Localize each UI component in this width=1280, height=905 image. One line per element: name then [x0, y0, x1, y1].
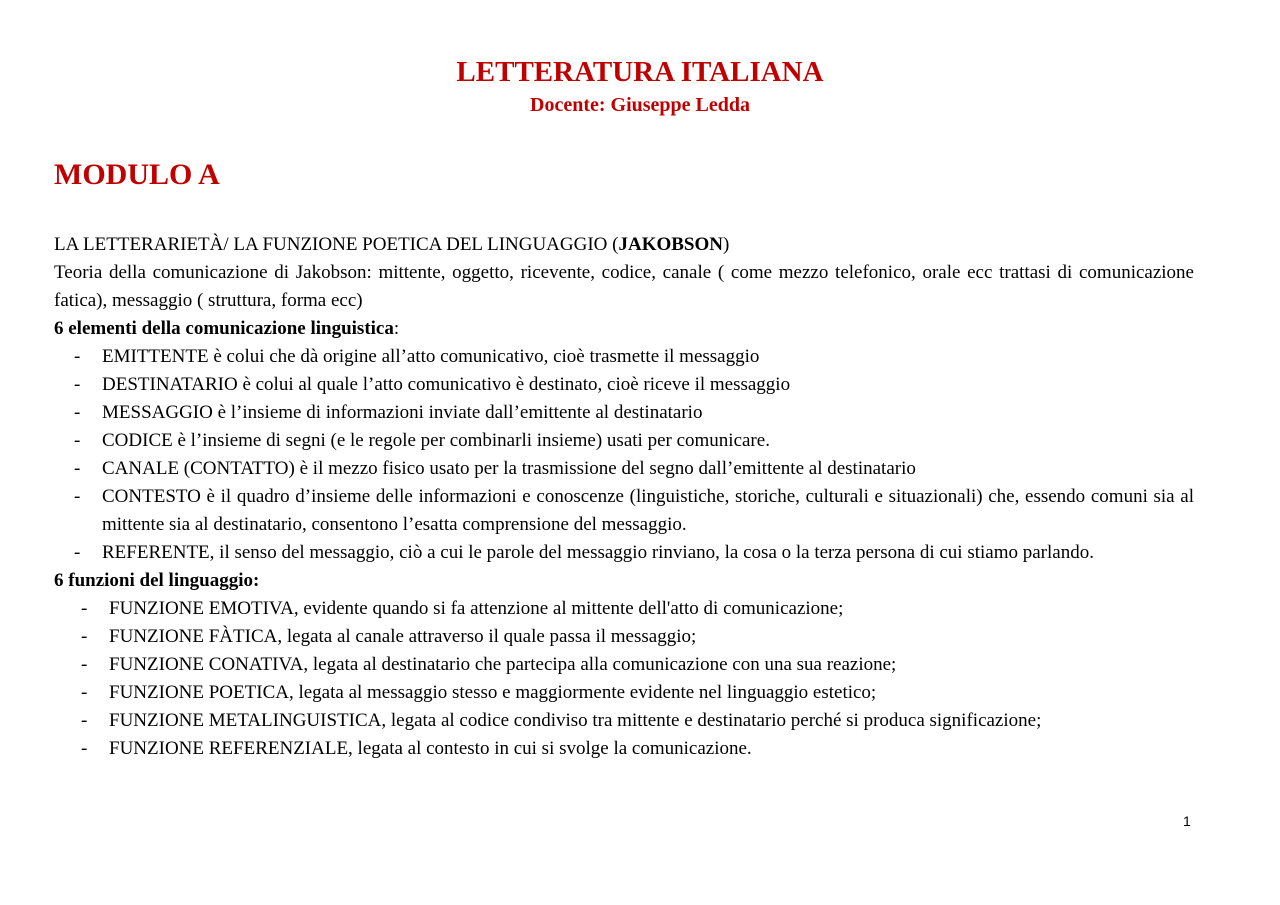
dash-bullet: - — [81, 626, 88, 647]
document-body — [54, 231, 1194, 763]
list-item-text: REFERENTE, il senso del messaggio, ciò a cui le parole del messaggio rinviano, la cosa o la terza persona di cui stiamo parlando. — [102, 542, 1094, 563]
list-item-text: FUNZIONE CONATIVA, legata al destinatario che partecipa alla comunicazione con una sua reazione; — [109, 654, 897, 675]
dash-bullet: - — [74, 430, 81, 451]
elements-list — [54, 343, 1194, 567]
elements-heading-colon: : — [393, 318, 400, 339]
list-item-text: CONTESTO è il quadro d’insieme delle informazioni e conoscenze (linguistiche, storiche, culturali e situazionali) che, essendo comuni sia al mittente sia al destinatario, consentono l’esatta comprensione del messaggio. — [102, 486, 1194, 535]
list-item-funzione-metalinguistica — [54, 707, 1194, 735]
dash-bullet: - — [74, 458, 81, 479]
list-item-contesto — [54, 483, 1194, 539]
page-number: 1 — [1183, 813, 1191, 829]
functions-list — [54, 595, 1194, 763]
dash-bullet: - — [74, 542, 81, 563]
list-item-destinatario — [54, 371, 1194, 399]
list-item-text: CODICE è l’insieme di segni (e le regole per combinarli insieme) usati per comunicare. — [102, 430, 770, 451]
intro-paragraph: Teoria della comunicazione di Jakobson: mittente, oggetto, ricevente, codice, canale ( come mezzo telefonico, orale ecc trattasi di comunicazione fatica), messaggio ( struttura, forma ecc) — [54, 262, 1194, 311]
list-item-text: EMITTENTE è colui che dà origine all’atto comunicativo, cioè trasmette il messaggio — [102, 346, 760, 367]
list-item-text: CANALE (CONTATTO) è il mezzo fisico usato per la trasmissione del segno dall’emittente al destinatario — [102, 458, 916, 479]
document-title: LETTERATURA ITALIANA — [456, 56, 824, 88]
functions-heading: 6 funzioni del linguaggio: — [54, 570, 260, 591]
list-item-text: FUNZIONE REFERENZIALE, legata al contesto in cui si svolge la comunicazione. — [109, 738, 752, 759]
dash-bullet: - — [81, 682, 88, 703]
dash-bullet: - — [74, 346, 81, 367]
module-title: MODULO A — [54, 158, 220, 191]
list-item-text: FUNZIONE FÀTICA, legata al canale attraverso il quale passa il messaggio; — [109, 626, 697, 647]
list-item-referente — [54, 539, 1194, 567]
list-item-text: MESSAGGIO è l’insieme di informazioni inviate dall’emittente al destinatario — [102, 402, 703, 423]
section-heading-prefix: LA LETTERARIETÀ/ LA FUNZIONE POETICA DEL LINGUAGGIO ( — [54, 234, 619, 255]
list-item-text: FUNZIONE METALINGUISTICA, legata al codice condiviso tra mittente e destinatario perché si produca significazione; — [109, 710, 1042, 731]
list-item-messaggio — [54, 399, 1194, 427]
dash-bullet: - — [81, 738, 88, 759]
dash-bullet: - — [81, 598, 88, 619]
list-item-canale — [54, 455, 1194, 483]
list-item-text: FUNZIONE EMOTIVA, evidente quando si fa attenzione al mittente dell'atto di comunicazione; — [109, 598, 844, 619]
dash-bullet: - — [74, 486, 81, 507]
section-heading-author: JAKOBSON — [618, 234, 724, 255]
list-item-emittente — [54, 343, 1194, 371]
dash-bullet: - — [81, 654, 88, 675]
dash-bullet: - — [81, 710, 88, 731]
list-item-funzione-conativa — [54, 651, 1194, 679]
list-item-codice — [54, 427, 1194, 455]
document-subtitle: Docente: Giuseppe Ledda — [530, 94, 750, 116]
list-item-funzione-referenziale — [54, 735, 1194, 763]
list-item-text: FUNZIONE POETICA, legata al messaggio stesso e maggiormente evidente nel linguaggio estetico; — [109, 682, 877, 703]
section-heading-suffix: ) — [723, 234, 730, 255]
dash-bullet: - — [74, 402, 81, 423]
list-item-funzione-emotiva — [54, 595, 1194, 623]
list-item-funzione-poetica — [54, 679, 1194, 707]
list-item-text: DESTINATARIO è colui al quale l’atto comunicativo è destinato, cioè riceve il messaggio — [102, 374, 791, 395]
list-item-funzione-fatica — [54, 623, 1194, 651]
dash-bullet: - — [74, 374, 81, 395]
elements-heading — [54, 315, 1194, 343]
section-heading — [54, 231, 1194, 259]
elements-heading-text: 6 elementi della comunicazione linguistica — [54, 318, 394, 339]
